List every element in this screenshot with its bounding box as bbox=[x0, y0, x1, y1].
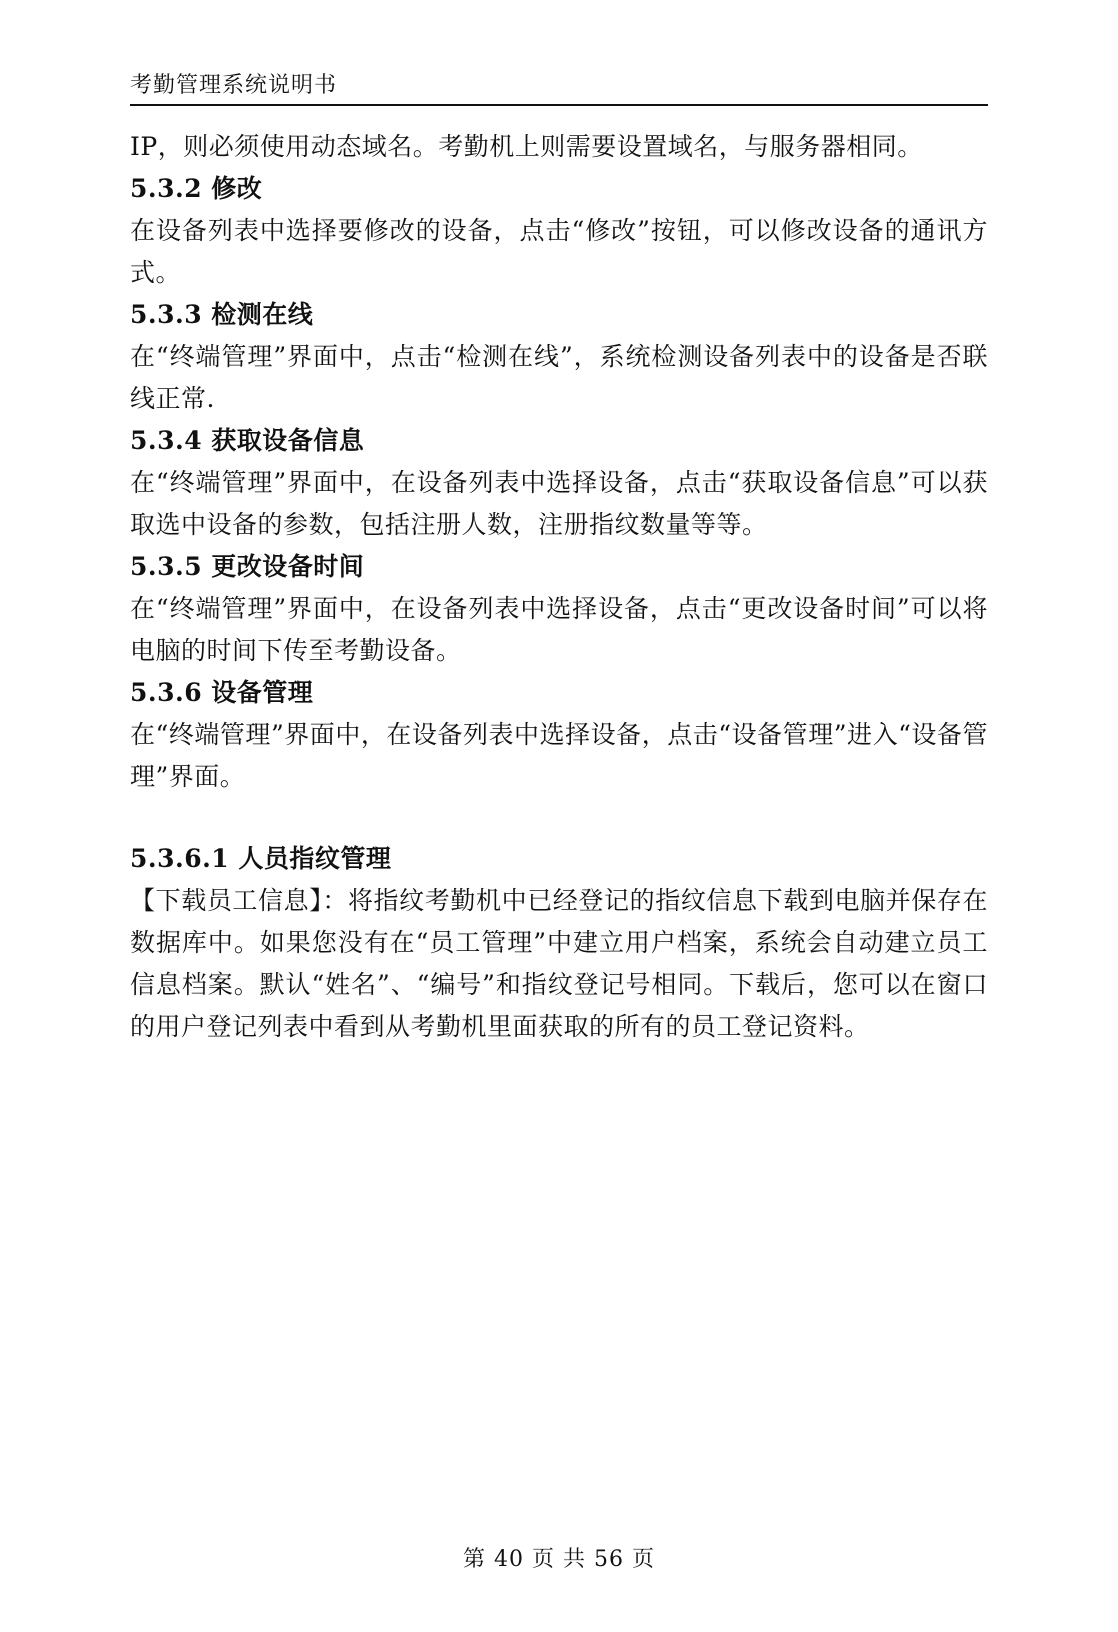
section-spacer bbox=[130, 798, 988, 838]
header-title: 考勤管理系统说明书 bbox=[130, 73, 338, 98]
section-heading-5-3-6: 5.3.6 设备管理 bbox=[130, 678, 314, 707]
page-footer: 第 40 页 共 56 页 bbox=[463, 1547, 655, 1572]
page-content bbox=[130, 126, 988, 1048]
section-heading-5-3-3: 5.3.3 检测在线 bbox=[130, 300, 314, 329]
section-body-5-3-5: 在“终端管理”界面中，在设备列表中选择设备，点击“更改设备时间”可以将电脑的时间下传至考勤设备。 bbox=[130, 594, 988, 665]
section-heading-5-3-2: 5.3.2 修改 bbox=[130, 174, 263, 203]
section-body-5-3-6-1: 【下载员工信息】：将指纹考勤机中已经登记的指纹信息下载到电脑并保存在数据库中。如果您没有在“员工管理”中建立用户档案，系统会自动建立员工信息档案。默认“姓名”、“编号”和指纹登记号相同。下载后，您可以在窗口的用户登记列表中看到从考勤机里面获取的所有的员工登记资料。 bbox=[130, 886, 988, 1041]
section-heading-5-3-4: 5.3.4 获取设备信息 bbox=[130, 426, 365, 455]
section-heading-5-3-6-1: 5.3.6.1 人员指纹管理 bbox=[130, 844, 392, 873]
intro-paragraph: IP，则必须使用动态域名。考勤机上则需要设置域名，与服务器相同。 bbox=[130, 132, 923, 161]
section-body-5-3-2: 在设备列表中选择要修改的设备，点击“修改”按钮，可以修改设备的通讯方式。 bbox=[130, 216, 988, 287]
page-header bbox=[130, 66, 988, 106]
section-heading-5-3-5: 5.3.5 更改设备时间 bbox=[130, 552, 365, 581]
section-body-5-3-3: 在“终端管理”界面中，点击“检测在线”，系统检测设备列表中的设备是否联线正常. bbox=[130, 342, 988, 413]
section-body-5-3-6: 在“终端管理”界面中，在设备列表中选择设备，点击“设备管理”进入“设备管理”界面。 bbox=[130, 720, 988, 791]
section-body-5-3-4: 在“终端管理”界面中，在设备列表中选择设备，点击“获取设备信息”可以获取选中设备的参数，包括注册人数，注册指纹数量等等。 bbox=[130, 468, 988, 539]
